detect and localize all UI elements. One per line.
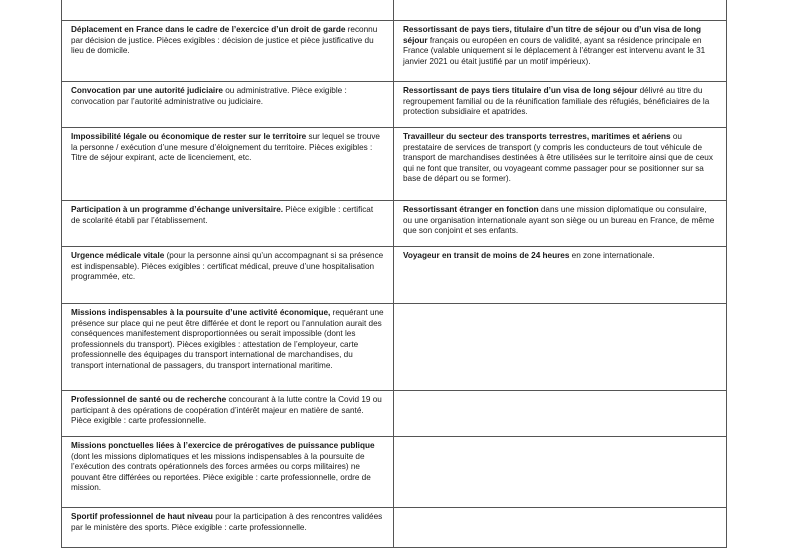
table-row xyxy=(62,508,727,548)
table-cell-left xyxy=(62,0,394,21)
table-cell-right xyxy=(394,21,727,82)
table-row xyxy=(62,82,727,128)
cell-text: en zone internationale. xyxy=(569,251,655,260)
cell-text: requérant une présence sur place qui ne peut être différée et dont le report ou l’annulation aurait des conséquences manifestement disproportionnées ou serait impossible (dont les professionnels du transport). Pièces exigibles : attestation de l’employeur, carte professionnelle des équipages du transport international de marchandises, du transport international de passagers, du transport international maritime. xyxy=(71,308,384,370)
cell-bold-text: Déplacement en France dans le cadre de l’exercice d’un droit de garde xyxy=(71,25,346,34)
travel-reasons-table xyxy=(61,0,727,548)
cell-bold-text: Ressortissant de pays tiers titulaire d’un visa de long séjour xyxy=(403,86,638,95)
table-row xyxy=(62,247,727,304)
cell-bold-text: Missions indispensables à la poursuite d’une activité économique, xyxy=(71,308,331,317)
table-cell-right xyxy=(394,508,727,548)
table-cell-left xyxy=(62,128,394,201)
cell-bold-text: Urgence médicale vitale xyxy=(71,251,165,260)
cell-bold-text: Ressortissant étranger en fonction xyxy=(403,205,539,214)
table-cell-left xyxy=(62,437,394,508)
cell-bold-text: Travailleur du secteur des transports terrestres, maritimes et aériens xyxy=(403,132,671,141)
table-cell-left xyxy=(62,391,394,437)
table-cell-left xyxy=(62,82,394,128)
table-row xyxy=(62,128,727,201)
table-cell-right xyxy=(394,128,727,201)
cell-text: reconnu par décision de justice. Pièces exigibles : décision de justice et pièce justificative du lieu de domicile. xyxy=(71,25,378,56)
table-cell-right xyxy=(394,201,727,247)
cell-text: ou administrative. Pièce exigible : convocation par l’autorité administrative ou judiciaire. xyxy=(71,86,347,106)
table-row xyxy=(62,0,727,21)
table-row xyxy=(62,437,727,508)
cell-text: délivré au titre du regroupement familial ou de la réunification familiale des réfugiés, bénéficiaires de la protection subsidiaire et apatrides. xyxy=(403,86,710,117)
table-row xyxy=(62,21,727,82)
table-cell-left xyxy=(62,21,394,82)
table-cell-right xyxy=(394,82,727,128)
cell-text: pour la participation à des rencontres validées par le ministère des sports. Pièce exigible : carte professionnelle. xyxy=(71,512,383,532)
cell-text: (dont les missions diplomatiques et les missions indispensables à la poursuite de l’exécution des contrats opérationnels des forces armées ou corps militaires) ne pouvant être différées ou reportées. Pièce exigible : carte professionnelle, ordre de mission. xyxy=(71,451,371,493)
cell-bold-text: Impossibilité légale ou économique de rester sur le territoire xyxy=(71,132,307,141)
cell-text: Pièce exigible : certificat de scolarité établi par l’établissement. xyxy=(71,205,374,225)
cell-bold-text: Convocation par une autorité judiciaire xyxy=(71,86,223,95)
table-cell-right xyxy=(394,304,727,391)
table-row xyxy=(62,201,727,247)
cell-bold-text: Ressortissant de pays tiers, titulaire d’un titre de séjour ou d’un visa de long séjour xyxy=(403,25,702,45)
table-cell-right xyxy=(394,0,727,21)
table-cell-left xyxy=(62,304,394,391)
table-cell-left xyxy=(62,508,394,548)
table-cell-right xyxy=(394,391,727,437)
cell-text: dans une mission diplomatique ou consulaire, ou une organisation internationale ayant son siège ou un bureau en France, de même que son conjoint et ses enfants. xyxy=(403,205,715,236)
cell-text: ou prestataire de services de transport (y compris les conducteurs de tout véhicule de transport de marchandises destinées à être utilisées sur le territoire ainsi que de ceux qui ne font que transiter, ou voyageant comme passager pour se positionner sur sa base de départ ou se former). xyxy=(403,132,713,184)
cell-bold-text: Sportif professionnel de haut niveau xyxy=(71,512,213,521)
table-row xyxy=(62,391,727,437)
cell-text: concourant à la lutte contre la Covid 19 ou participant à des opérations de coopération d’intérêt majeur en matière de santé. Pièce exigible : carte professionnelle. xyxy=(71,395,382,426)
cell-text: (pour la personne ainsi qu’un accompagnant si sa présence est indispensable). Pièces exigibles : certificat médical, preuve d’une hospitalisation programmée, etc. xyxy=(71,251,384,282)
cell-bold-text: Voyageur en transit de moins de 24 heures xyxy=(403,251,570,260)
cell-bold-text: Participation à un programme d’échange universitaire. xyxy=(71,205,284,214)
cell-bold-text: Missions ponctuelles liées à l’exercice de prérogatives de puissance publique xyxy=(71,441,375,450)
cell-text: sur lequel se trouve la personne / exécution d’une mesure d’éloignement du territoire. Pièces exigibles : Titre de séjour expirant, acte de licenciement, etc. xyxy=(71,132,380,163)
table-row xyxy=(62,304,727,391)
cell-bold-text: Professionnel de santé ou de recherche xyxy=(71,395,227,404)
cell-text: français ou européen en cours de validité, ayant sa résidence principale en France (valable uniquement si le déplacement à l’étranger est intervenu avant le 31 janvier 2021 ou était justifié par un motif impérieux). xyxy=(403,35,706,66)
table-cell-right xyxy=(394,437,727,508)
table-cell-left xyxy=(62,247,394,304)
table-cell-right xyxy=(394,247,727,304)
table-cell-left xyxy=(62,201,394,247)
